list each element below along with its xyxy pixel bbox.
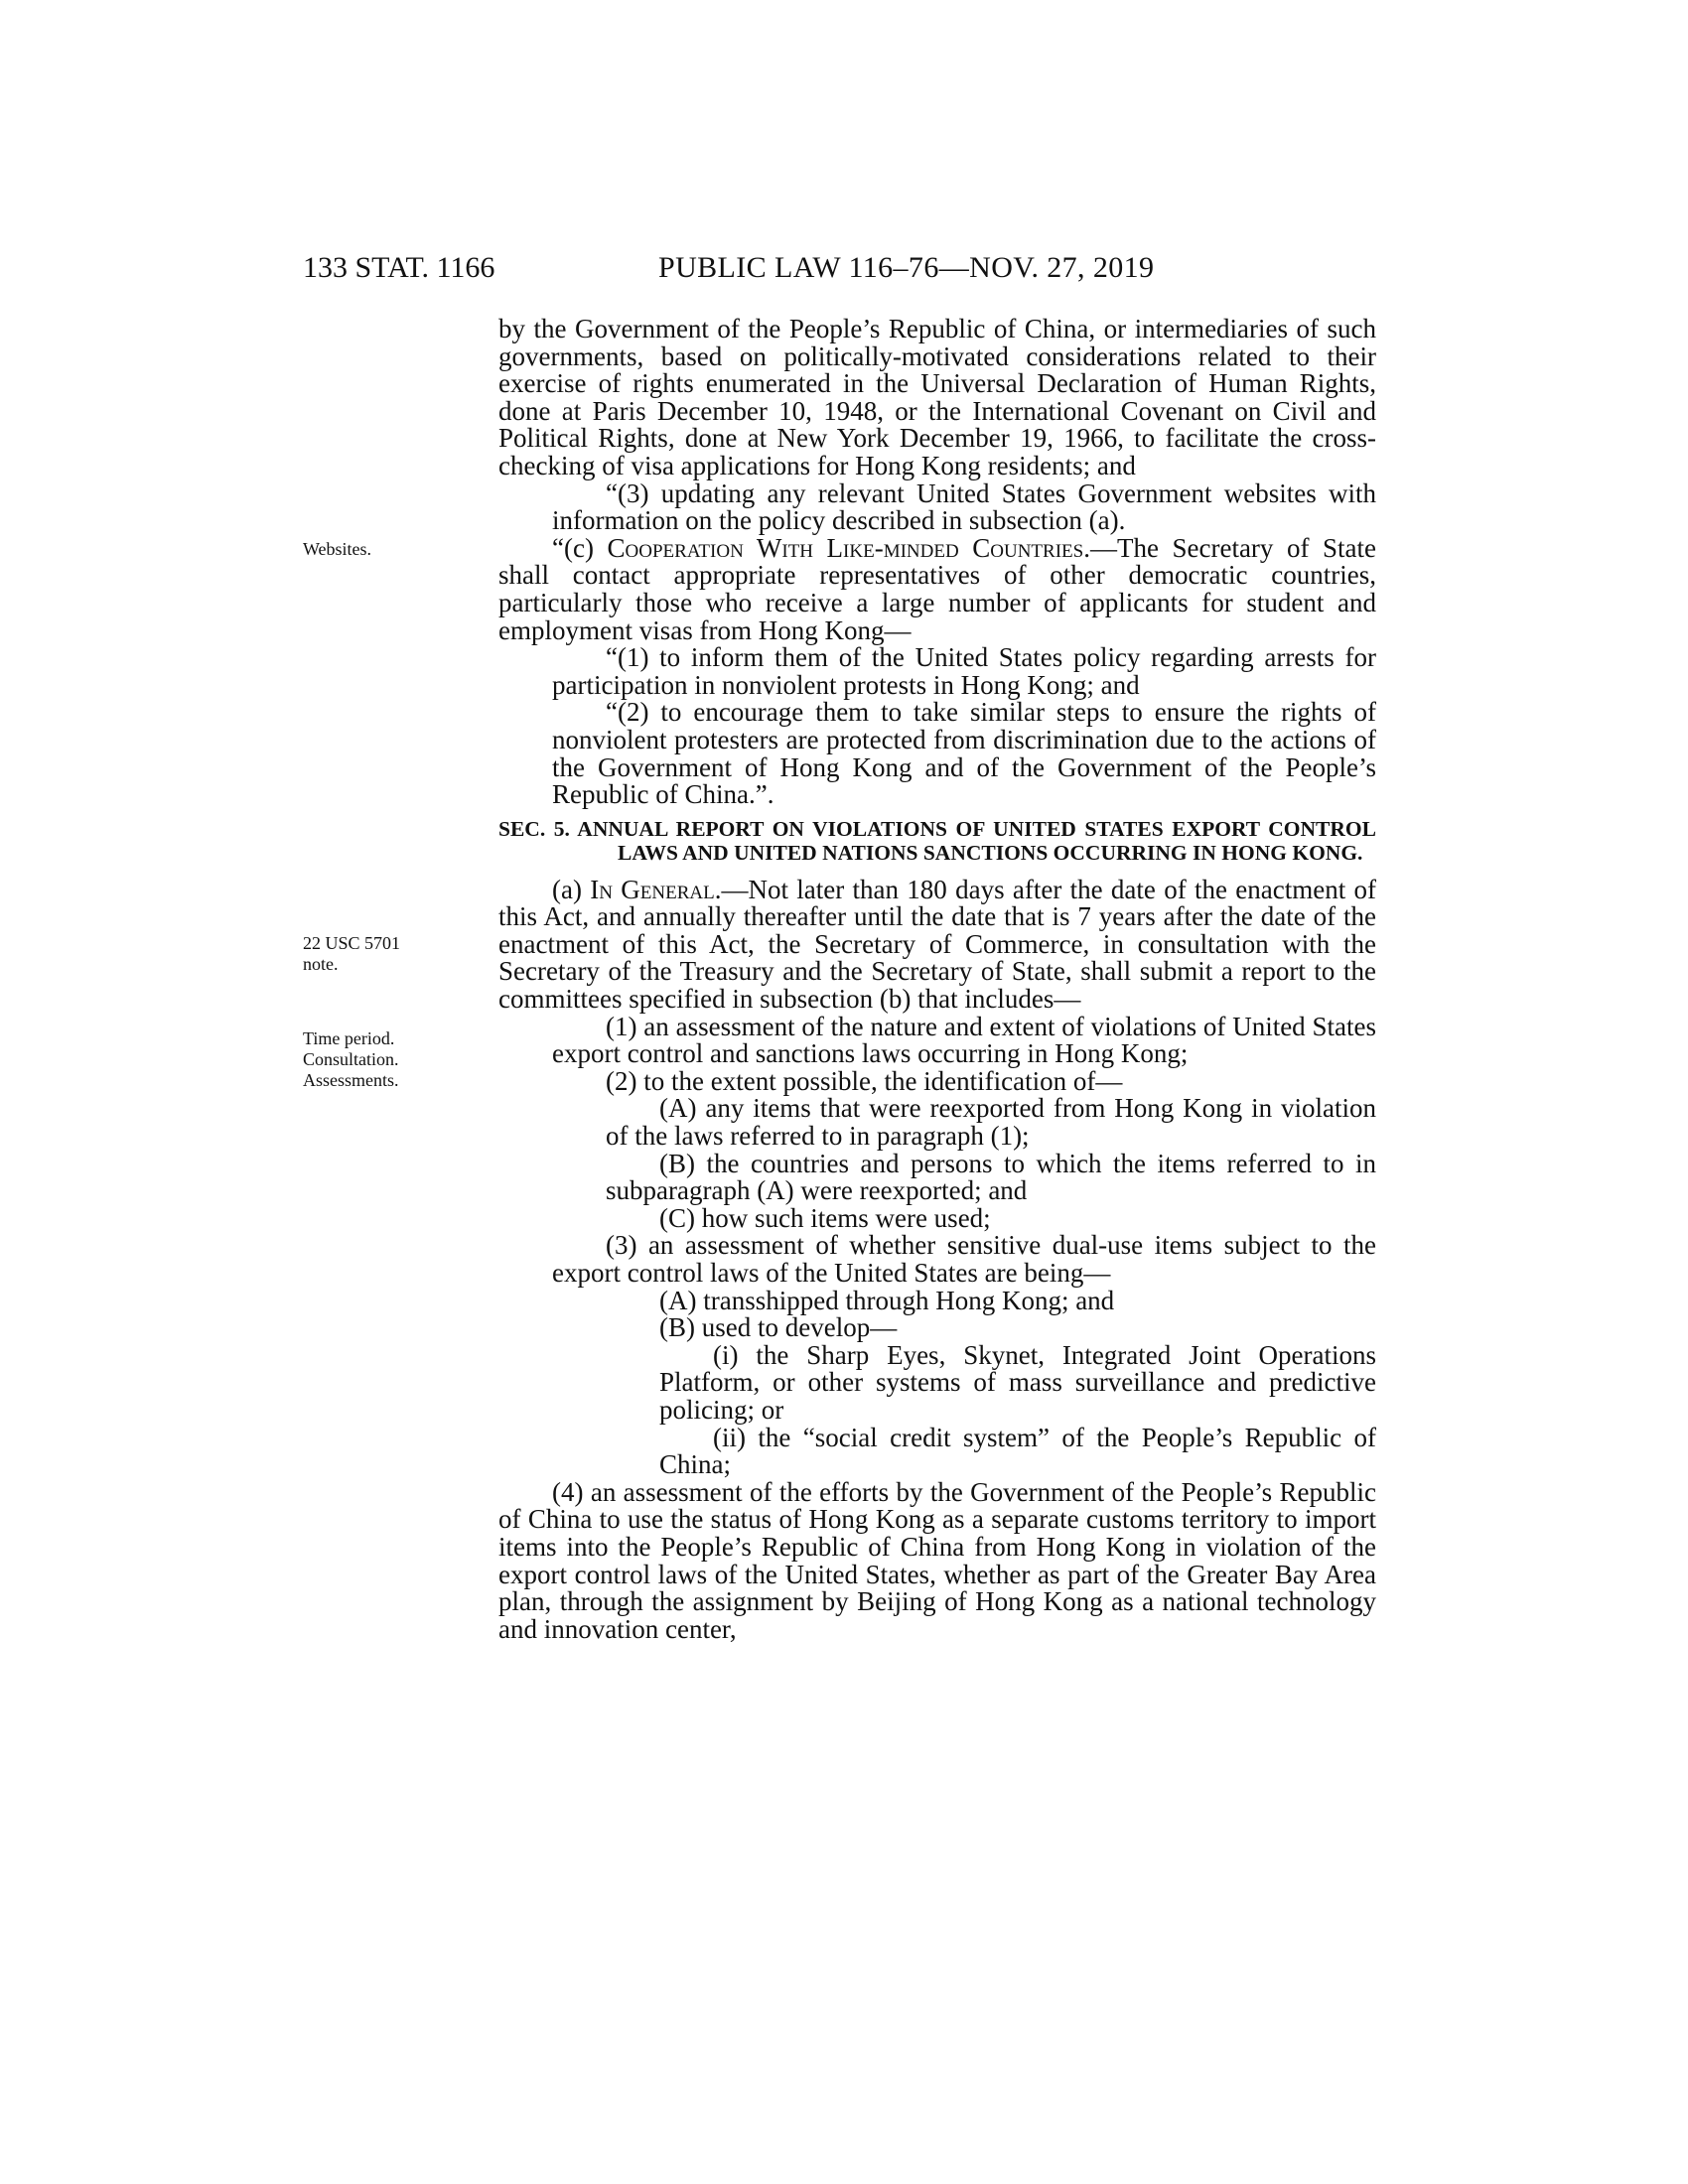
margin-note-text: 22 USC 5701: [303, 933, 401, 953]
page-number: 133 STAT. 1166: [303, 251, 495, 284]
paragraph-3Bii: (ii) the “social credit system” of the People’s Republic of China;: [659, 1422, 1376, 1480]
section-5-heading: SEC. 5. ANNUAL REPORT ON VIOLATIONS OF UNITED STATES EXPORT CONTROL LAWS AND UNITED NATIONS SANCTIONS OCCURRING IN HONG KONG.: [498, 816, 1376, 865]
paragraph-a-text: .—Not later than 180 days after the date of the enactment of this Act, and annually thereafter until the date that is 7 years after the date of the enactment of this Act, the Secretary of Commerce, in consultation with the Secretary of the Treasury and the Secretary of State, shall submit a report to the committees specified in subsection (b) that includes—: [498, 874, 1376, 1015]
paragraph-c1: “(1) to inform them of the United States policy regarding arrests for participation in nonviolent protests in Hong Kong; and: [552, 642, 1376, 700]
paragraph-c2: “(2) to encourage them to take similar steps to ensure the rights of nonviolent protesters are protected from discrimination due to the actions of the Government of Hong Kong and of the Government of the People’s Republic of China.”.: [552, 697, 1376, 810]
margin-note-time-period: [303, 1028, 452, 1091]
law-title: PUBLIC LAW 116–76—NOV. 27, 2019: [658, 251, 1155, 284]
paragraph-3A: (A) transshipped through Hong Kong; and: [659, 1285, 1115, 1315]
margin-note-text: Assessments.: [303, 1070, 399, 1090]
paragraph-a-heading: In General: [590, 874, 715, 904]
paragraph-3B: (B) used to develop—: [659, 1312, 898, 1343]
paragraph-a-lead: (a): [552, 874, 591, 904]
margin-note-text: Consultation.: [303, 1049, 399, 1069]
paragraph-1: (1) an assessment of the nature and extent of violations of United States export control and sanctions laws occurring in Hong Kong;: [552, 1011, 1376, 1069]
paragraph-c: [498, 532, 1377, 645]
paragraph-4: (4) an assessment of the efforts by the Government of the People’s Republic of China to use the status of Hong Kong as a separate customs territory to import items into the People’s Republic of China from Hong Kong in violation of the export control laws of the United States, whether as part of the Greater Bay Area plan, through the assignment by Beijing of Hong Kong as a national technology and innovation center,: [498, 1476, 1376, 1644]
paragraph-a: [498, 874, 1376, 1015]
paragraph-continuation: by the Government of the People’s Republic of China, or intermediaries of such governments, based on politically-motivated considerations related to their exercise of rights enumerated in the Universal Declaration of Human Rights, done at Paris December 10, 1948, or the International Covenant on Civil and Political Rights, done at New York December 19, 1966, to facilitate the cross-checking of visa applications for Hong Kong residents; and: [498, 314, 1376, 480]
paragraph-2A: (A) any items that were reexported from Hong Kong in violation of the laws referred to in paragraph (1);: [606, 1093, 1376, 1152]
margin-note-websites: [303, 539, 452, 560]
body-text: [498, 316, 1376, 1643]
margin-note-usc: [303, 933, 452, 975]
paragraph-3: (3) an assessment of whether sensitive dual-use items subject to the export control laws of the United States are being—: [552, 1230, 1376, 1288]
paragraph-c-lead: “(c): [552, 532, 608, 563]
margin-note-text: note.: [303, 954, 339, 974]
paragraph-2: (2) to the extent possible, the identification of—: [606, 1065, 1123, 1096]
paragraph-3Bi: (i) the Sharp Eyes, Skynet, Integrated Joint Operations Platform, or other systems of mass surveillance and predictive policing; or: [659, 1339, 1376, 1425]
paragraph-c-heading: Cooperation With Like-minded Countries: [607, 532, 1084, 563]
paragraph-2B: (B) the countries and persons to which the items referred to in subparagraph (A) were reexported; and: [606, 1148, 1376, 1206]
paragraph-2C: (C) how such items were used;: [659, 1202, 991, 1233]
margin-note-text: Time period.: [303, 1028, 395, 1048]
paragraph-c-text: .—The Secretary of State shall contact appropriate representatives of other democratic countries, particularly those who receive a large number of applicants for student and employment visas from Hong Kong—: [498, 532, 1377, 645]
paragraph-b3: “(3) updating any relevant United States Government websites with information on the policy described in subsection (a).: [552, 478, 1376, 536]
running-head: [303, 248, 1375, 288]
margin-note-text: Websites.: [303, 539, 372, 559]
